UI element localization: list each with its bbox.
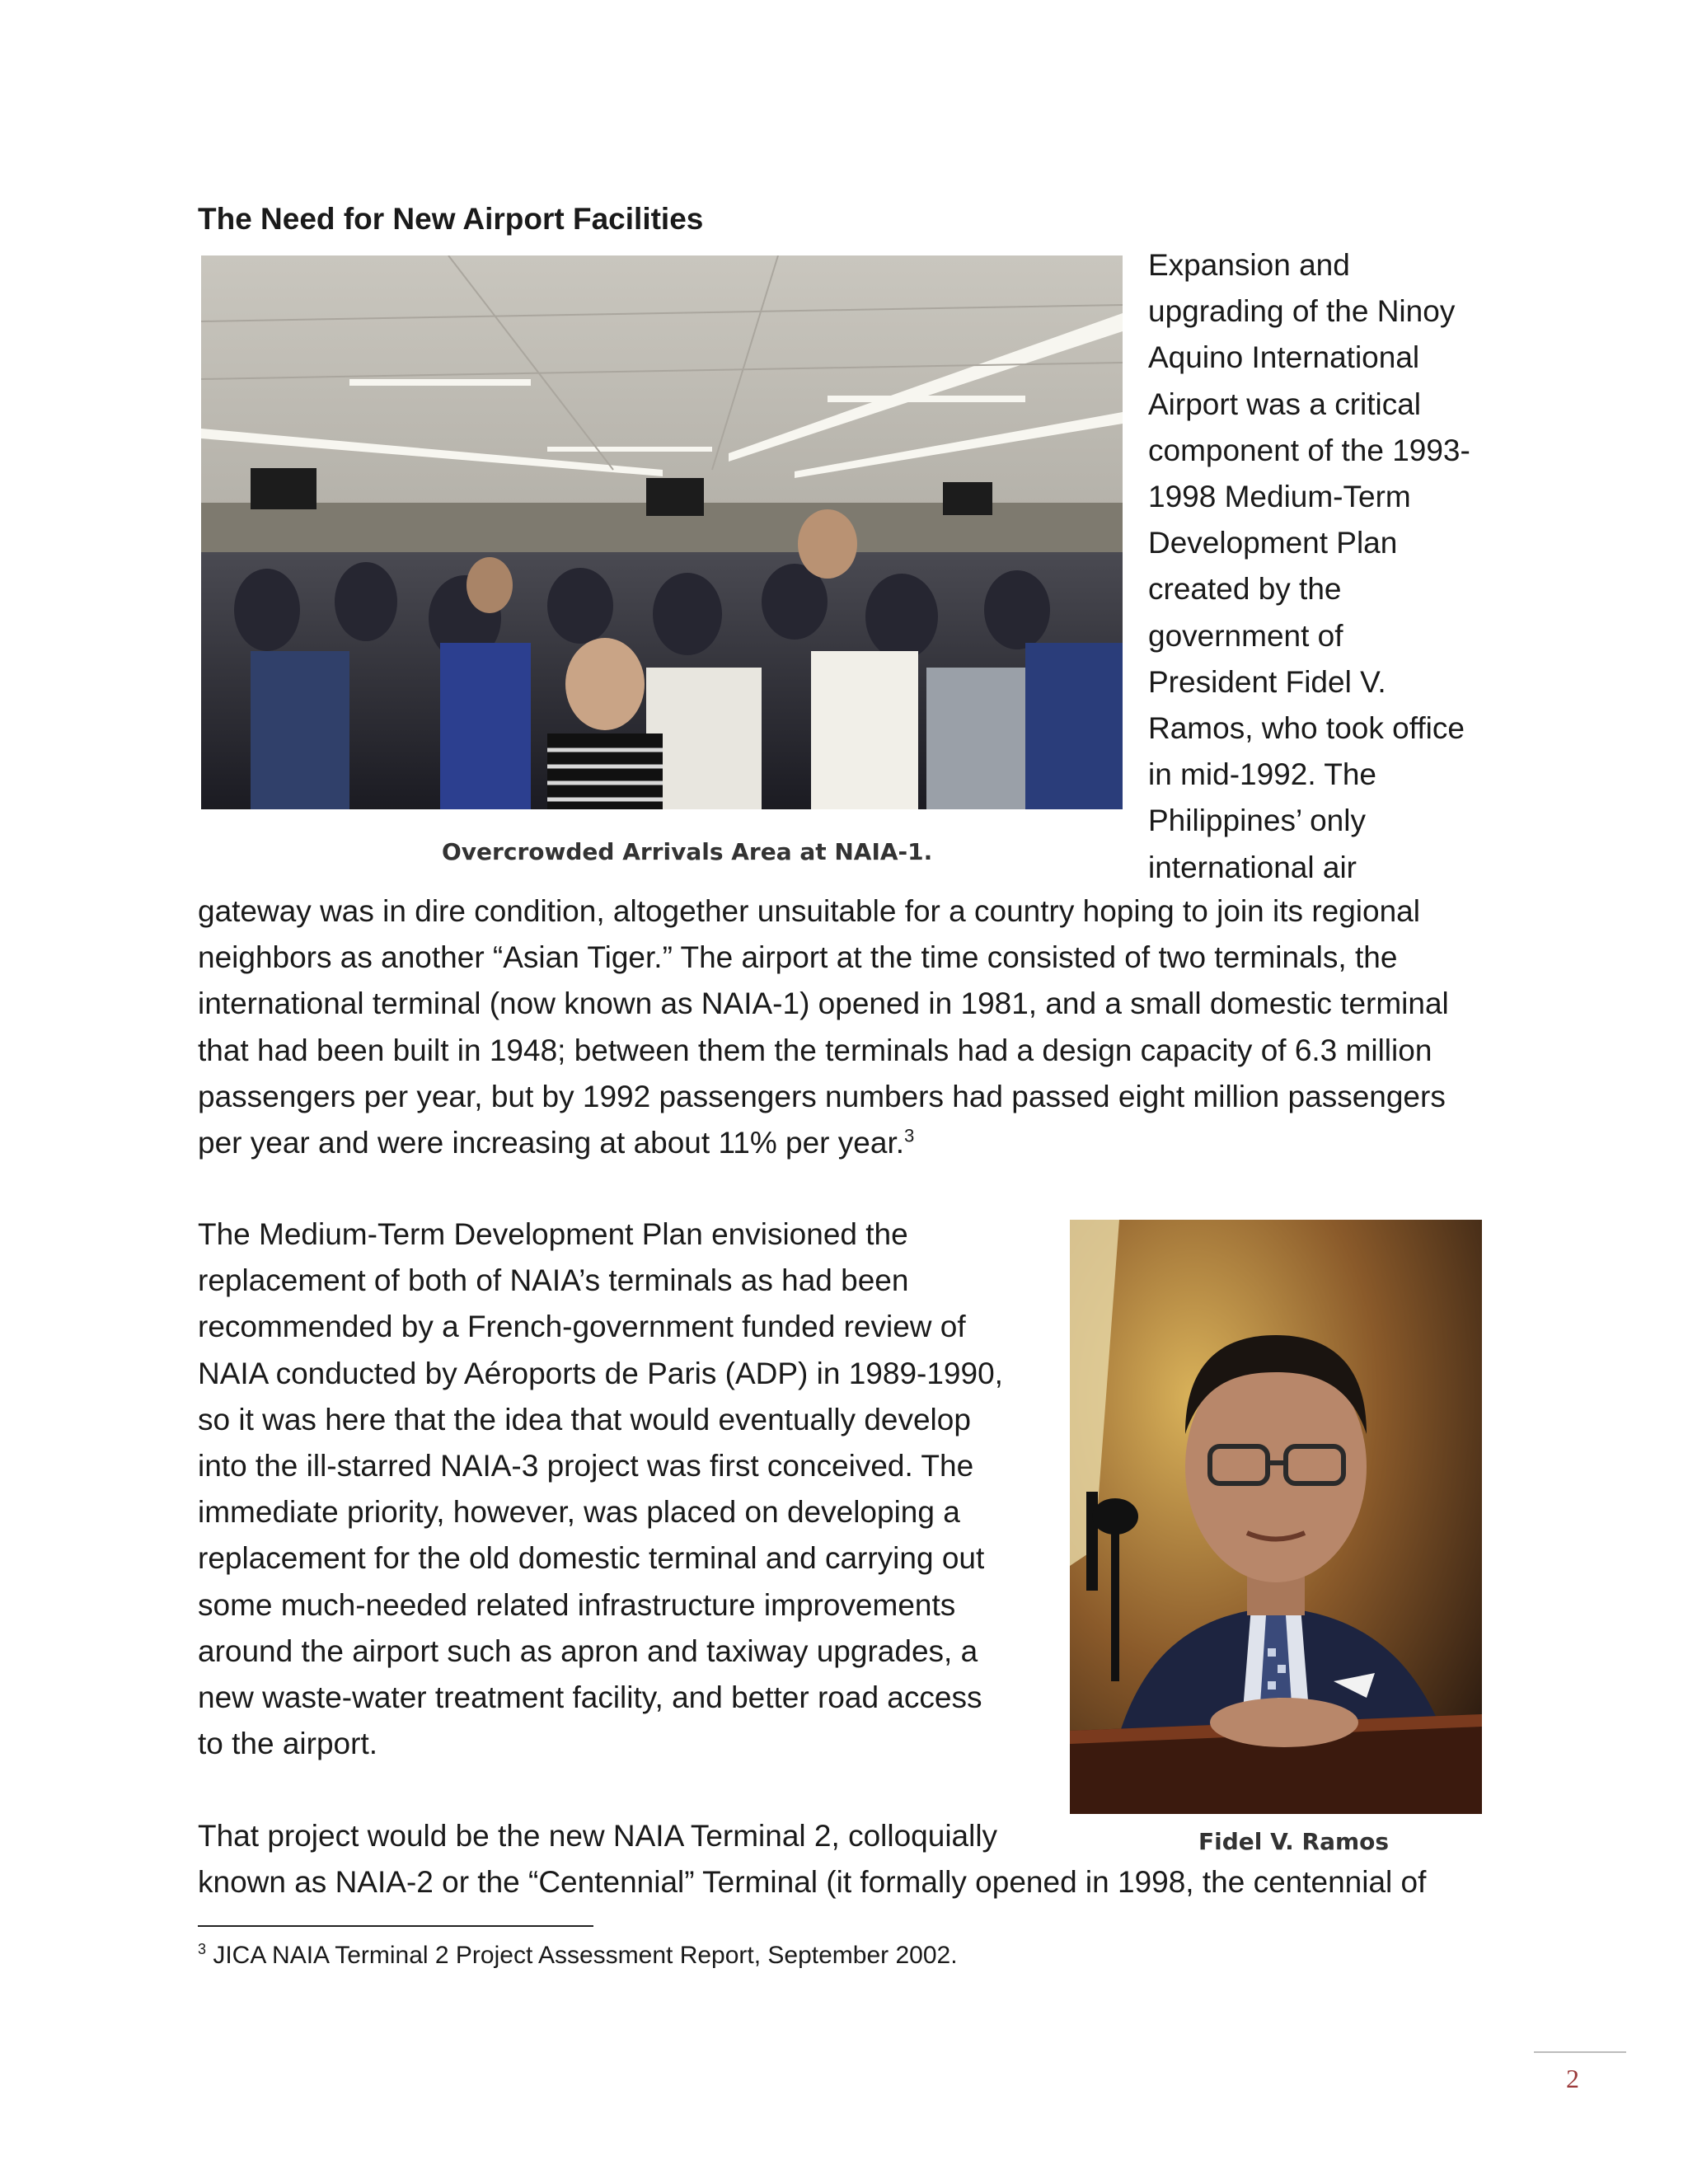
paragraph-2 [198, 1212, 1003, 1767]
text-line: into the ill-starred NAIA-3 project was first conceived. The [198, 1449, 974, 1483]
text-line: created by the [1148, 572, 1342, 607]
text-line: The Medium-Term Development Plan envisioned the [198, 1217, 908, 1251]
page-number: 2 [1566, 2064, 1579, 2093]
arrivals-photo-caption: Overcrowded Arrivals Area at NAIA-1. [442, 838, 933, 865]
ramos-portrait-photo [1070, 1220, 1482, 1814]
text-line: President Fidel V. [1148, 664, 1386, 699]
text-line: to the airport. [198, 1727, 378, 1761]
text-line: Expansion and [1148, 248, 1350, 282]
paragraph-1-wrap [1148, 242, 1470, 891]
text-line: Development Plan [1148, 526, 1398, 560]
text-line: so it was here that the idea that would eventually develop [198, 1402, 971, 1436]
text-line: replacement of both of NAIA’s terminals as had been [198, 1263, 909, 1298]
section-heading: The Need for New Airport Facilities [198, 202, 704, 236]
text-line: some much-needed related infrastructure improvements [198, 1587, 956, 1622]
text-line: international air [1148, 850, 1357, 884]
page-number-divider [1534, 2051, 1626, 2053]
text-line: gateway was in dire condition, altogether unsuitable for a country hoping to join its regional [198, 894, 1420, 928]
footnote-marker: 3 [198, 1941, 207, 1957]
text-line: immediate priority, however, was placed on developing a [198, 1495, 960, 1530]
text-line: in mid-1992. The [1148, 757, 1376, 792]
text-line: upgrading of the Ninoy [1148, 294, 1456, 329]
text-line: 1998 Medium-Term [1148, 480, 1411, 514]
text-line [198, 1120, 1449, 1166]
footnote-reference: 3 [904, 1125, 915, 1146]
footnote [198, 1939, 958, 1972]
arrivals-area-photo [201, 255, 1123, 809]
paragraph-1-full [198, 888, 1449, 1166]
paragraph-3 [198, 1813, 1426, 1905]
text-line: Aquino International [1148, 340, 1420, 375]
text-line: recommended by a French-government funded review of [198, 1310, 966, 1344]
text-line: government of [1148, 618, 1343, 653]
text-line: that had been built in 1948; between them the terminals had a design capacity of 6.3 million [198, 1033, 1432, 1067]
text-line: around the airport such as apron and taxiway upgrades, a [198, 1633, 978, 1668]
text-line: international terminal (now known as NAIA-1) opened in 1981, and a small domestic terminal [198, 987, 1449, 1021]
text-segment: per year and were increasing at about 11% per year. [198, 1126, 904, 1160]
text-line: Philippines’ only [1148, 804, 1366, 838]
text-line: NAIA conducted by Aéroports de Paris (ADP) in 1989-1990, [198, 1356, 1003, 1390]
footnote-divider [198, 1925, 593, 1927]
text-line: Ramos, who took office [1148, 711, 1465, 746]
text-line: passengers per year, but by 1992 passengers numbers had passed eight million passengers [198, 1079, 1446, 1113]
footnote-text: JICA NAIA Terminal 2 Project Assessment Report, September 2002. [206, 1942, 958, 1969]
ramos-photo-caption: Fidel V. Ramos [1198, 1828, 1390, 1855]
text-line: That project would be the new NAIA Terminal 2, colloquially [198, 1819, 998, 1853]
text-line: neighbors as another “Asian Tiger.” The airport at the time consisted of two terminals, the [198, 940, 1398, 975]
text-line: new waste-water treatment facility, and better road access [198, 1680, 982, 1715]
text-line: component of the 1993- [1148, 433, 1470, 467]
text-line: known as NAIA-2 or the “Centennial” Terminal (it formally opened in 1998, the centennial of [198, 1865, 1427, 1900]
text-line: replacement for the old domestic terminal and carrying out [198, 1541, 985, 1576]
text-line: Airport was a critical [1148, 387, 1422, 421]
